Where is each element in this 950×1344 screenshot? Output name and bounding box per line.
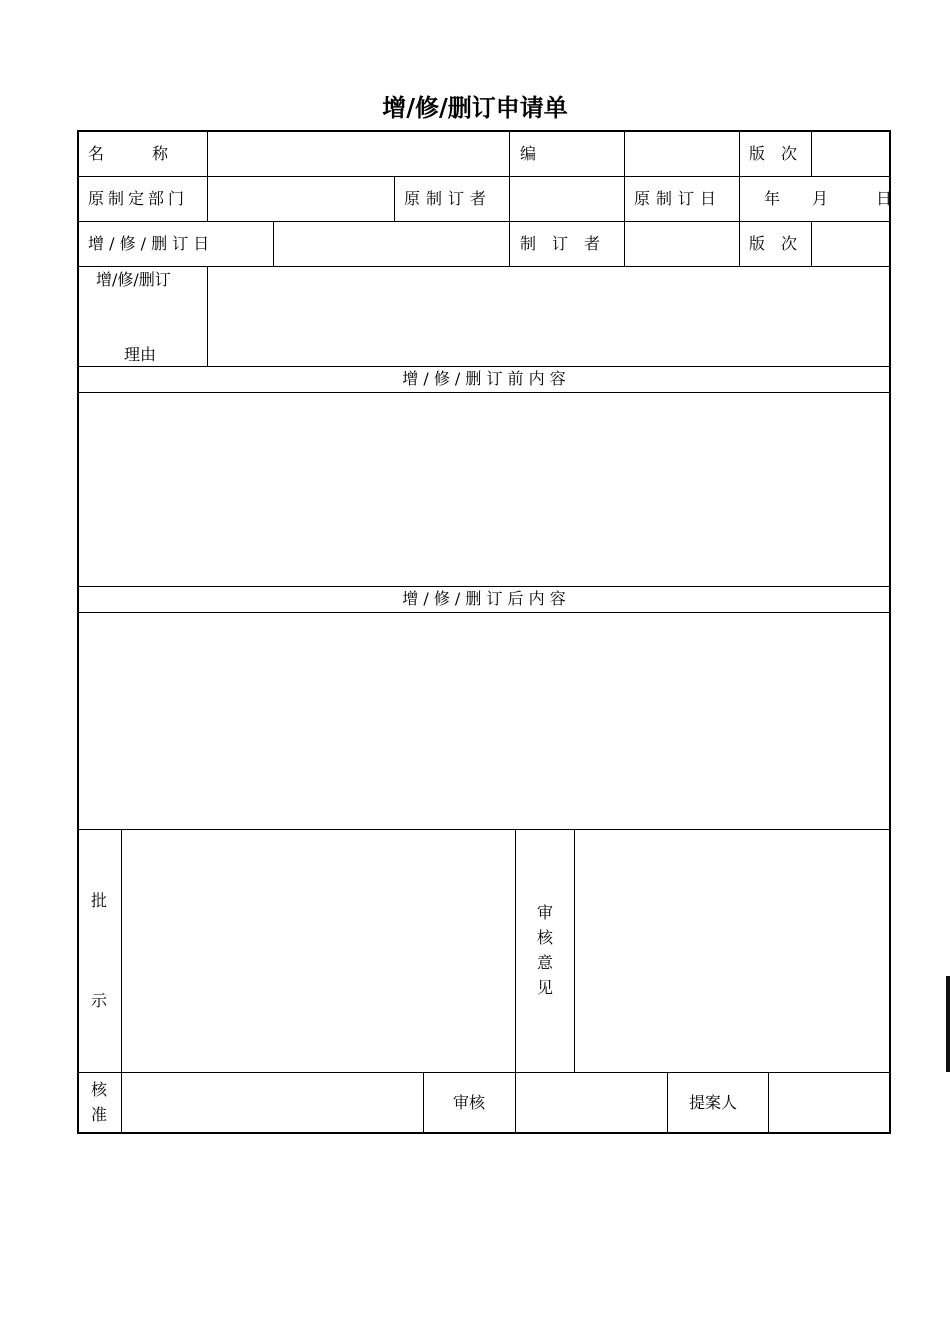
code-field[interactable]: [625, 132, 738, 176]
col-divider: [739, 221, 740, 266]
review-opinion-field[interactable]: [575, 830, 889, 1072]
approve-field[interactable]: [122, 1073, 422, 1134]
form-table: [77, 130, 891, 1134]
col-divider: [394, 176, 395, 221]
reason-field[interactable]: [208, 267, 889, 366]
after-content-header: 增 / 修 / 删 订 后 内 容: [402, 589, 566, 608]
col-divider: [624, 176, 625, 221]
col-divider: [509, 221, 510, 266]
instruction-label-2: 示: [91, 991, 108, 1010]
proposer-label: 提案人: [689, 1093, 738, 1112]
name-field[interactable]: [208, 132, 508, 176]
original-dept-field[interactable]: [208, 177, 393, 221]
reviser-field[interactable]: [625, 222, 738, 266]
col-divider: [509, 132, 510, 176]
form-title: 增/修/删订申请单: [382, 93, 568, 122]
reason-label-line1: 增/修/删订: [96, 270, 171, 289]
name-label: 名 称: [88, 144, 169, 163]
original-date-label: 原制订日: [634, 189, 723, 208]
col-divider: [739, 132, 740, 176]
page-edge-mark: [946, 976, 950, 1072]
original-author-label: 原制订者: [404, 189, 493, 208]
approve-label-1: 核: [91, 1080, 108, 1099]
code-label: 编: [520, 144, 537, 163]
before-content-header: 增 / 修 / 删 订 前 内 容: [402, 369, 566, 388]
instruction-label-1: 批: [91, 891, 108, 910]
original-dept-label: 原制定部门: [88, 189, 189, 208]
review-opinion-label: 审 核 意 见: [536, 903, 553, 997]
row-divider: [79, 586, 889, 587]
approve-label-2: 准: [91, 1105, 108, 1124]
col-divider: [739, 176, 740, 221]
col-divider: [515, 829, 516, 1072]
after-content-area[interactable]: [79, 613, 889, 829]
before-content-area[interactable]: [79, 393, 889, 586]
reason-label-line2: 理由: [124, 345, 157, 364]
instruction-field[interactable]: [122, 830, 514, 1072]
original-author-field[interactable]: [510, 177, 623, 221]
revise-date-field[interactable]: [274, 222, 508, 266]
reviser-label: 制 订 者: [520, 234, 601, 253]
proposer-field[interactable]: [769, 1073, 889, 1134]
col-divider: [423, 1072, 424, 1134]
review-field[interactable]: [516, 1073, 666, 1134]
row-divider: [79, 176, 889, 177]
revise-date-label: 增 / 修 / 删 订 日: [88, 234, 210, 253]
row-divider: [79, 366, 889, 367]
original-date-value[interactable]: 年 月 日: [764, 189, 893, 208]
col-divider: [667, 1072, 668, 1134]
version-field-2[interactable]: [812, 222, 889, 266]
review-label: 审核: [453, 1093, 486, 1112]
version-field[interactable]: [812, 132, 889, 176]
version-label: 版 次: [749, 144, 798, 163]
version-label-2: 版 次: [749, 234, 798, 253]
